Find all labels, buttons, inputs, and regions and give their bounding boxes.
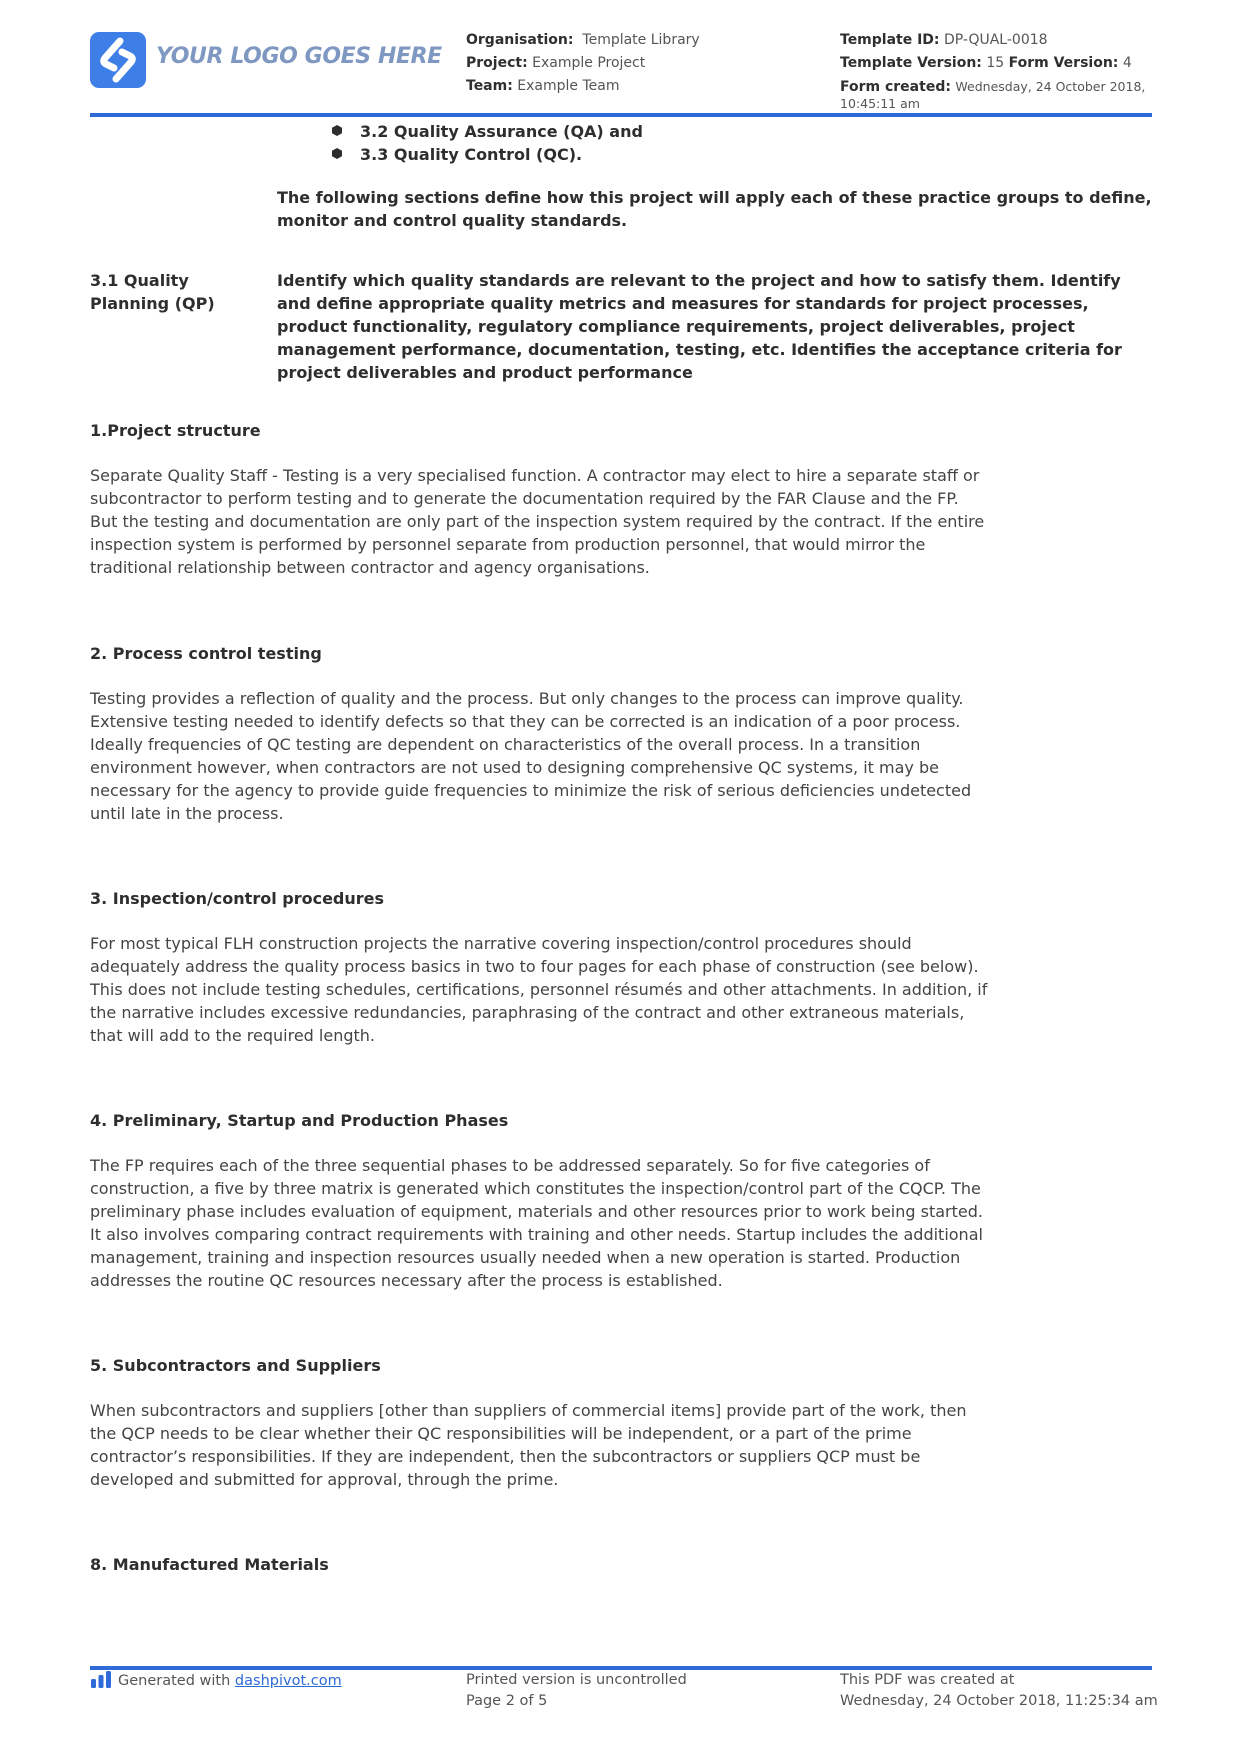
form-version-label: Form Version: <box>1008 55 1119 71</box>
page-number: Page 2 of 5 <box>466 1693 548 1709</box>
hexagon-bullet-icon <box>332 148 342 159</box>
section-heading: 3. Inspection/control procedures <box>90 889 385 908</box>
section-heading: 5. Subcontractors and Suppliers <box>90 1356 381 1375</box>
list-item-text: 3.3 Quality Control (QC). <box>360 145 583 164</box>
section-body: For most typical FLH construction projects the narrative covering inspection/control procedures should adequately address the quality process basics in two to four pages for each phase of construction (see below). This does not include testing schedules, certifications, personnel résumés and other attachments. In addition, if the narrative includes excessive redundancies, paraphrasing of the contract and other extraneous materials, that will add to the required length. <box>90 934 988 1045</box>
section-heading: 2. Process control testing <box>90 644 322 663</box>
header-divider <box>90 113 1152 117</box>
team-label: Team: <box>466 78 513 94</box>
footer-pdf-created <box>840 1670 1158 1712</box>
dashpivot-link[interactable]: dashpivot.com <box>234 1673 342 1689</box>
section-body: When subcontractors and suppliers [other than suppliers of commercial items] provide part of the work, then the QCP needs to be clear whether their QC responsibilities will be independent, or a part of the prime contractor’s responsibilities. If they are independent, then the subcontractors or suppliers QCP must be developed and submitted for approval, through the prime. <box>90 1401 967 1489</box>
list-item <box>330 120 643 143</box>
intro-paragraph: The following sections define how this project will apply each of these practice groups to define, monitor and control quality standards. <box>277 188 1152 230</box>
logo-icon <box>90 32 146 88</box>
quality-planning-label: 3.1 Quality Planning (QP) <box>90 271 215 313</box>
pdf-created-value: Wednesday, 24 October 2018, 11:25:34 am <box>840 1693 1158 1709</box>
list-item-text: 3.2 Quality Assurance (QA) and <box>360 122 643 141</box>
template-id-label: Template ID: <box>840 32 940 48</box>
header-template-info <box>840 29 1145 112</box>
organisation-label: Organisation: <box>466 32 574 48</box>
form-created-label: Form created: <box>840 79 951 95</box>
quality-planning-text: Identify which quality standards are relevant to the project and how to satisfy them. Identify and define appropriate quality metrics and measures for standards for project processes, product functionality, regulatory compliance requirements, project deliverables, project management performance, documentation, testing, etc. Identifies the acceptance criteria for project deliverables and product performance <box>277 271 1122 382</box>
bar-chart-icon <box>90 1670 112 1695</box>
hexagon-bullet-icon <box>332 125 342 136</box>
template-version-value: 15 <box>986 55 1005 71</box>
uncontrolled-notice: Printed version is uncontrolled <box>466 1672 687 1688</box>
form-created-value: Wednesday, 24 October 2018, <box>955 79 1146 94</box>
list-item <box>330 143 643 166</box>
form-version-value: 4 <box>1122 55 1132 71</box>
section-heading: 8. Manufactured Materials <box>90 1555 329 1574</box>
section-body: Testing provides a reflection of quality and the process. But only changes to the process can improve quality. Extensive testing needed to identify defects so that they can be corrected is an indication of a poor process. Ideally frequencies of QC testing are dependent on characteristics of the overall process. In a transition environment however, when contractors are not used to designing comprehensive QC systems, it may be necessary for the agency to provide guide frequencies to minimize the risk of serious deficiencies undetected until late in the process. <box>90 689 972 823</box>
organisation-value: Template Library <box>582 32 700 48</box>
logo-text: YOUR LOGO GOES HERE <box>156 44 442 69</box>
footer-generated <box>90 1670 342 1695</box>
pdf-created-label: This PDF was created at <box>840 1672 1015 1688</box>
template-version-label: Template Version: <box>840 55 982 71</box>
footer-page-info <box>466 1670 687 1712</box>
section-heading: 1.Project structure <box>90 421 261 440</box>
bullet-list <box>330 120 643 166</box>
generated-with-text: Generated with <box>118 1673 231 1689</box>
project-label: Project: <box>466 55 528 71</box>
header-project-info <box>466 29 700 98</box>
team-value: Example Team <box>517 78 620 94</box>
section-body: Separate Quality Staff - Testing is a very specialised function. A contractor may elect to hire a separate staff or subcontractor to perform testing and to generate the documentation required by the FAR Clause and the FP. But the testing and documentation are only part of the inspection system required by the contract. If the entire inspection system is performed by personnel separate from production personnel, that would mirror the traditional relationship between contractor and agency organisations. <box>90 466 985 577</box>
template-id-value: DP-QUAL-0018 <box>943 32 1048 48</box>
section-body: The FP requires each of the three sequential phases to be addressed separately. So for five categories of construction, a five by three matrix is generated which constitutes the inspection/control part of the CQCP. The preliminary phase includes evaluation of equipment, materials and other resources prior to work being started. It also involves comparing contract requirements with training and other needs. Startup includes the additional management, training and inspection resources usually needed when a new operation is started. Production addresses the routine QC resources necessary after the process is established. <box>90 1156 983 1290</box>
project-value: Example Project <box>532 55 646 71</box>
form-created-time: 10:45:11 am <box>840 96 920 111</box>
section-heading: 4. Preliminary, Startup and Production Phases <box>90 1111 509 1130</box>
